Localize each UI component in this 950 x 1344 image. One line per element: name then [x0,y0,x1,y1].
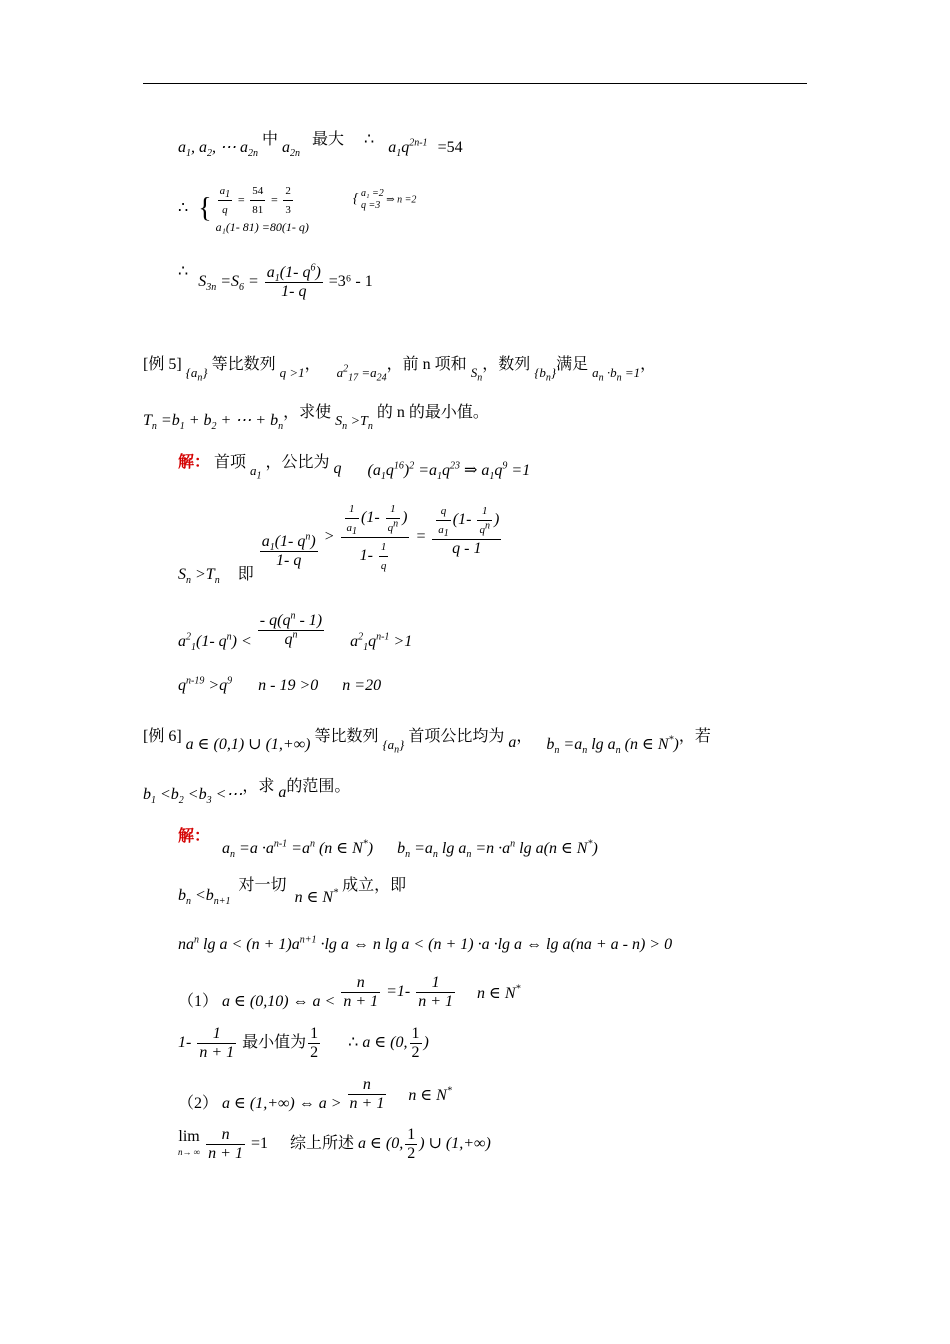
example-6-statement: [例 6] a ∈ (0,1) ∪ (1,+∞) 等比数列 $_{\{a_n\}}$ 首项公比均为 a， $b_n =a_n$ $\lg a_n$ (n ∈ N*)，若 [143,728,711,757]
text: 首项 [214,454,247,471]
text: q =3 [361,200,381,211]
solution-line: 解： 首项 $_{a_1}$ ，公比为 q $(a_1q^{16})^2 =a_1q^{23}$ ⇒ $a_1q^9 =1$ [178,454,531,483]
therefore-symbol: ∴ [178,263,189,281]
text: 等比数列 [314,728,379,745]
text: ，数列 [482,356,531,373]
formula-line: ∴ $S_{3n} =S_6$ = $\frac{a_1(1- q^6)}{1- q}$ =3⁶ - 1 [178,262,373,300]
text: 81 [252,204,264,216]
text: 中 [262,131,279,148]
text: 首项公比均为 [408,728,505,745]
example-6-statement-2: $b_1 <b_2 <b_3$ <⋯，求 a的范围。 [143,778,351,807]
formula-line: $S_n >T_n$ 即 $\frac{a_1(1- q^n)}{1- q}$ > $\frac{1}{a_1}$ (1- $\frac{1}{q^n}$ ) 1- $\frac{1}{q}$ = $\frac{q}{a_1}$ (1- $\frac{1}{q^n}$ ) q - 1 [178,500,503,596]
text: 54 [250,182,265,201]
text: 对一切 [238,877,287,894]
text: ，前 n 项和 [386,356,467,373]
text: （2） [178,1095,219,1113]
text: a₁ =2 [361,188,384,199]
formula-line: $na^n$ $\lg a < (n + 1)a^{n+1} \cdot\lg$ a ⇔ n lg a < (n + 1) ·a ·lg a ⇔ lg a(na + a - n) > 0 [178,934,673,953]
formula-line: 1- $\frac{1}{n + 1}$ 最小值为 $\frac{1}{2}$ ∴ a ∈ (0, $\frac{1}{2}$ ) [178,1025,429,1061]
formula-line: （2） a ∈ (1,+∞) ⇔ a > $\frac{n}{n + 1}$ n ∈ N* [178,1076,452,1113]
formula-system: ∴ { $\frac{a_1}{q}$ = $\frac{54}{81}$ = $\frac{2}{3}$ a₁(1- 81) =80(1- q) { a₁ =2 q =3 ⇒ n =2 [178,182,416,235]
text: =54 [437,139,463,156]
solution-label: 解： [178,454,211,471]
formula-line: lim n→ ∞ $\frac{n}{n + 1}$ =1 综上所述 a ∈ (0, $\frac{1}{2}$ ) ∪ (1,+∞) [178,1126,491,1162]
text: （1） [178,993,219,1011]
formula-line: $a^2_1(1-$ $q^n$) < $\frac{- q(q^n - 1)}{q^n}$ $a^2_1q^{n-1} >1$ [178,610,413,654]
formula-line: $q^{n-19} >q^9$ n - 19 >0 n =20 [178,675,382,694]
solution-label: 解： [178,828,211,845]
example-label: [例 5] [143,356,182,373]
text: 综上所述 [290,1135,355,1153]
text: 2 [283,182,293,201]
text: 的 n 的最小值。 [376,404,489,421]
formula-line: （1） a ∈ (0,10) ⇔ a < $\frac{n}{n + 1}$ =1- $\frac{1}{n + 1}$ n ∈ N* [178,974,521,1011]
text: 满足 [556,356,589,373]
header-rule [143,83,807,84]
text: 最大 [312,131,345,148]
text: ， [304,356,321,373]
text: ， [516,728,533,745]
text: =3⁶ - 1 [328,273,373,291]
therefore-symbol: ∴ [178,199,189,217]
example-5-statement-2: $T_n =b_1 + b_2$ + ⋯ + $b_n$，求使 $S_n >T_n$ 的 n 的最小值。 [143,404,489,433]
text: 最小值为 [242,1034,307,1052]
text: 的范围。 [286,778,351,795]
text: 3 [285,204,291,216]
text: 等比数列 [211,356,276,373]
text: ， [640,356,657,373]
text: 即 [237,566,254,584]
text: ，公比为 [265,454,330,471]
example-label: [例 6] [143,728,182,745]
therefore-symbol: ∴ [364,131,375,148]
formula-line: $a_1$, $a_2$, ⋯ $a_{2n}$ 中 $a_{2n}$ 最大 ∴ $a_1q^{2n-1} =54$ [178,131,463,160]
solution-line: 解： $a_n =a \cdot a^{n-1} =a^n$ (n ∈ N*) $b_n =a_n$ $\lg a_n =n \cdot a^n$ lg a(n ∈ N*) [178,828,598,861]
solution-line: $b_n <b_{n+1}$ 对一切 n ∈ N* 成立，即 [178,877,407,908]
text: ⇒ n =2 [386,194,417,206]
text: ，求使 [283,404,332,421]
text: ，求 [242,778,275,795]
text: 成立，即 [342,877,407,894]
text: a₁(1- 81) =80(1- q) [215,220,309,234]
example-5-statement: [例 5] $_{\{a_n\}}$ 等比数列 $_{q >1}$， $_{a^2_{17} =a_{24}}$，前 n 项和 $_{S_n}$，数列 $_{\{b_n\}}$满足 $_{a_n \cdot b_n =1}$， [143,356,657,384]
text: ，若 [678,728,711,745]
